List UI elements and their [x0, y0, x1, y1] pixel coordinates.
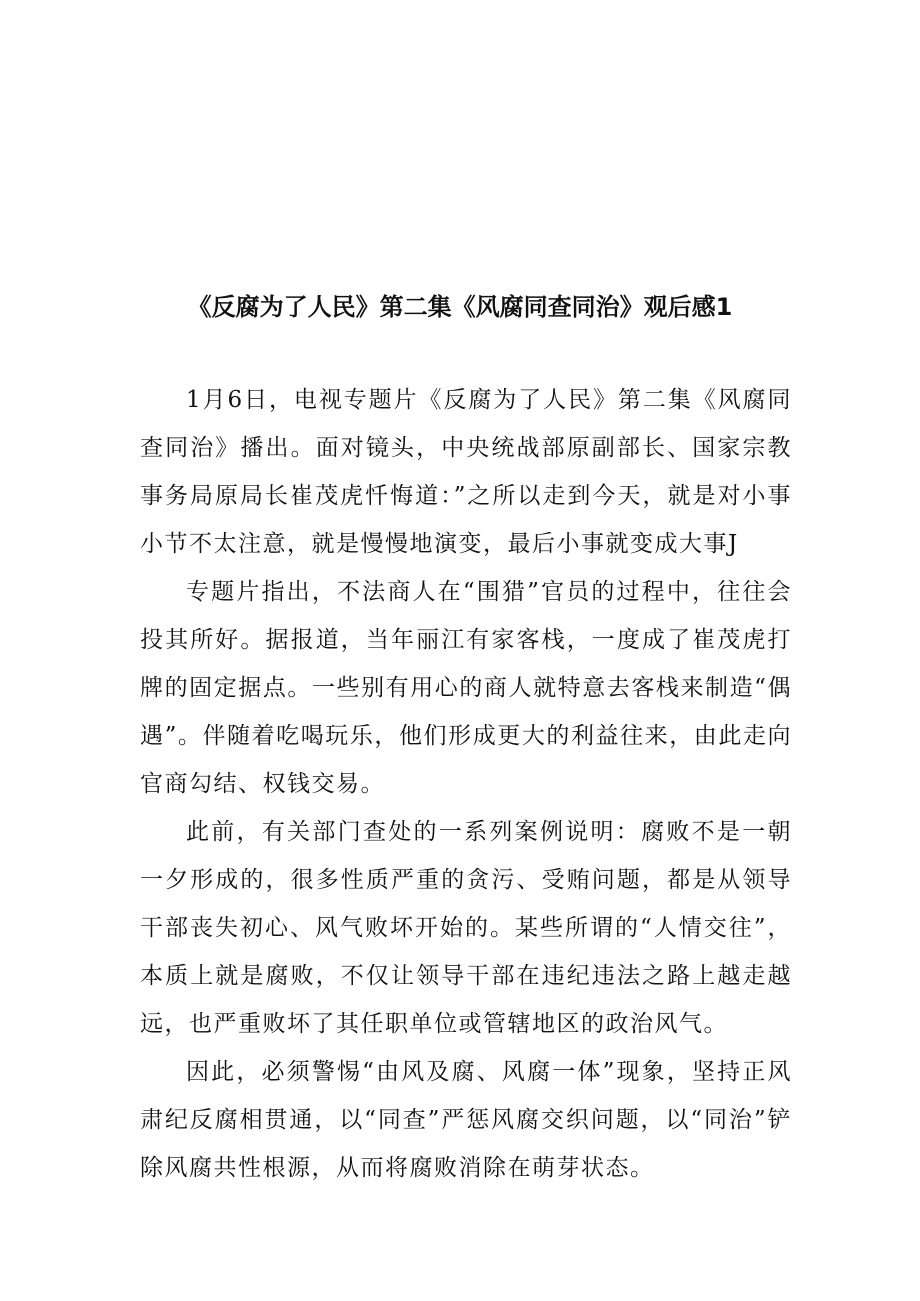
- document-body: [140, 376, 792, 1192]
- paragraph-1: 1月6日，电视专题片《反腐为了人民》第二集《风腐同查同治》播出。面对镜头，中央统战部原副部长、国家宗教事务局原局长崔茂虎忏悔道：”之所以走到今天，就是对小事小节不太注意，就是慢慢地演变，最后小事就变成大事J: [140, 387, 792, 557]
- paragraph-3: 此前，有关部门查处的一系列案例说明：腐败不是一朝一夕形成的，很多性质严重的贪污、受贿问题，都是从领导干部丧失初心、风气败坏开始的。某些所谓的“人情交往”，本质上就是腐败，不仅让领导干部在违纪违法之路上越走越远，也严重败坏了其任职单位或管辖地区的政治风气。: [140, 819, 792, 1037]
- paragraph-2: 专题片指出，不法商人在“围猎”官员的过程中，往往会投其所好。据报道，当年丽江有家客栈，一度成了崔茂虎打牌的固定据点。一些别有用心的商人就特意去客栈来制造“偶遇”。伴随着吃喝玩乐，他们形成更大的利益往来，由此走向官商勾结、权钱交易。: [140, 579, 792, 797]
- document-title: 《反腐为了人民》第二集《风腐同查同治》观后感1: [187, 293, 733, 321]
- paragraph-4: 因此，必须警惕“由风及腐、风腐一体”现象，坚持正风肃纪反腐相贯通，以“同查”严惩风腐交织问题，以“同治”铲除风腐共性根源，从而将腐败消除在萌芽状态。: [140, 1059, 792, 1181]
